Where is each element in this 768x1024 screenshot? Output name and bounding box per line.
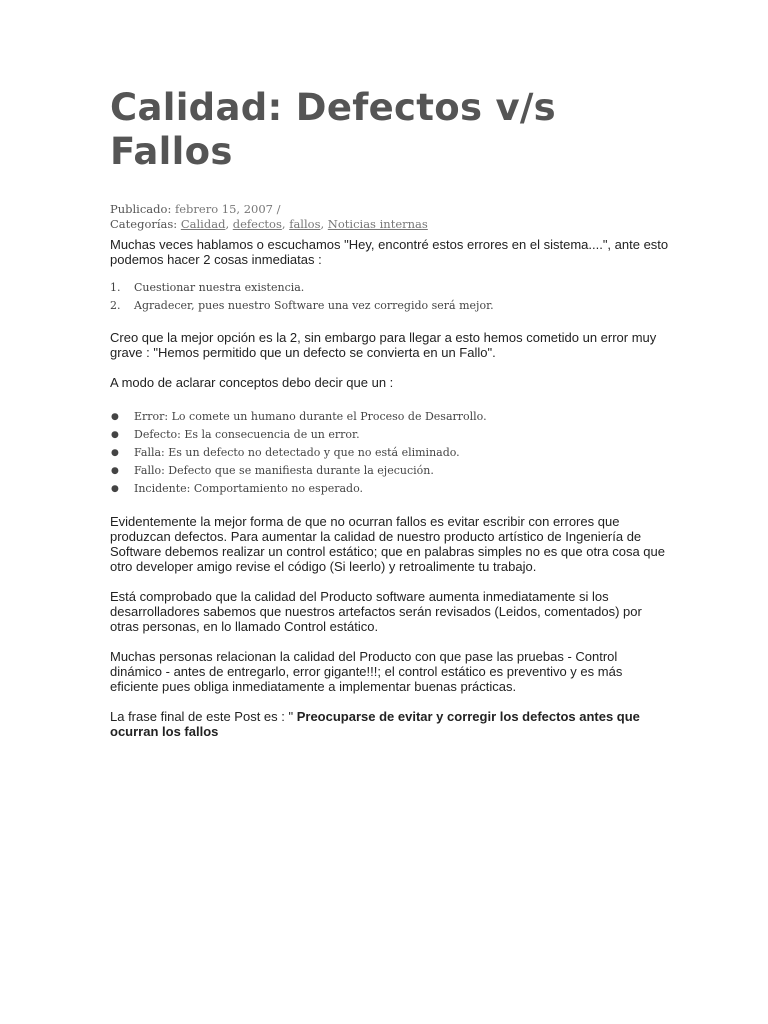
evident-paragraph: Evidentemente la mejor forma de que no ocurran fallos es evitar escribir con errores que produzcan defectos. Para aumentar la calidad de nuestro producto artístico de Ingeniería de Software debemos realizar un control estático; que en palabras simples no es que otra cosa que otro developer amigo revise el código (Si leerlo) y retroalimente tu trabajo.: [110, 514, 665, 574]
definition-text: Error: Lo comete un humano durante el Proceso de Desarrollo.: [134, 410, 487, 423]
post-meta: [110, 202, 670, 232]
definitions-list: [110, 408, 670, 498]
list-item: [110, 408, 670, 426]
list-item-text: Cuestionar nuestra existencia.: [134, 281, 305, 294]
category-link-defectos[interactable]: defectos: [232, 217, 282, 231]
list-item-text: Agradecer, pues nuestro Software una vez corregido será mejor.: [134, 299, 494, 312]
list-item: [110, 444, 670, 462]
proven-paragraph: Está comprobado que la calidad del Producto software aumenta inmediatamente si los desarrolladores sabemos que nuestros artefactos serán revisados (Leidos, comentados) por otras personas, en lo llamado Control estático.: [110, 589, 642, 634]
final-quote: Preocuparse de evitar y corregir los defectos antes que ocurran los fallos: [110, 709, 640, 739]
bullet-icon: ●: [111, 466, 119, 476]
article: [110, 86, 670, 739]
options-list: [110, 279, 670, 315]
published-date: febrero 15, 2007 /: [171, 202, 281, 216]
list-item: [110, 426, 670, 444]
list-item: [110, 462, 670, 480]
category-link-noticias-internas[interactable]: Noticias internas: [327, 217, 428, 231]
list-number: 1.: [110, 281, 121, 294]
bullet-icon: ●: [111, 412, 119, 422]
published-label: Publicado:: [110, 202, 172, 216]
definition-text: Defecto: Es la consecuencia de un error.: [134, 428, 360, 441]
list-item: [110, 279, 670, 297]
category-link-fallos[interactable]: fallos: [289, 217, 321, 231]
categories-line: Categorías: Calidad, defectos, fallos, Noticias internas: [110, 217, 428, 231]
final-prefix: La frase final de este Post es : ": [110, 709, 297, 724]
bullet-icon: ●: [111, 448, 119, 458]
article-title: Calidad: Defectos v/s Fallos: [110, 86, 556, 173]
list-number: 2.: [110, 299, 121, 312]
definition-text: Falla: Es un defecto no detectado y que no está eliminado.: [134, 446, 460, 459]
people-paragraph: Muchas personas relacionan la calidad del Producto con que pase las pruebas - Control dinámico - antes de entregarlo, error gigante!!!; el control estático es preventivo y es más eficiente pues obliga inmediatamente a implementar buenas prácticas.: [110, 649, 623, 694]
definition-text: Fallo: Defecto que se manifiesta durante la ejecución.: [134, 464, 434, 477]
opinion-paragraph: Creo que la mejor opción es la 2, sin embargo para llegar a esto hemos cometido un error muy grave : "Hemos permitido que un defecto se convierta en un Fallo".: [110, 330, 657, 360]
list-item: [110, 480, 670, 498]
published-line: [110, 202, 670, 217]
bullet-icon: ●: [111, 484, 119, 494]
bullet-icon: ●: [111, 430, 119, 440]
category-link-calidad[interactable]: Calidad: [180, 217, 226, 231]
categories-label: Categorías:: [110, 217, 178, 231]
list-item: [110, 297, 670, 315]
definition-text: Incidente: Comportamiento no esperado.: [134, 482, 364, 495]
final-paragraph: [110, 709, 670, 739]
intro-paragraph: Muchas veces hablamos o escuchamos "Hey, encontré estos errores en el sistema....", ante esto podemos hacer 2 cosas inmediatas :: [110, 237, 669, 267]
concepts-paragraph: A modo de aclarar conceptos debo decir que un :: [110, 375, 394, 390]
